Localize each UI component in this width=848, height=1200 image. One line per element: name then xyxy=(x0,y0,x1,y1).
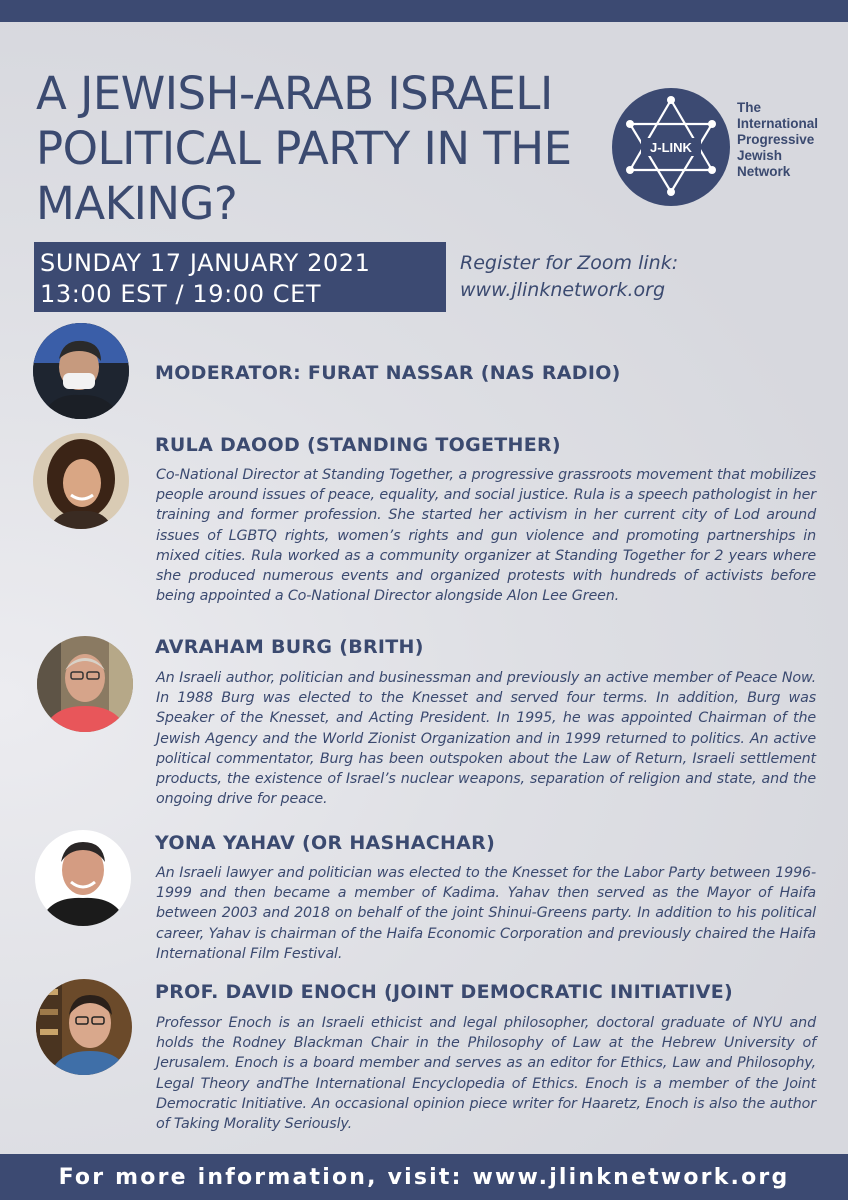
logo-badge-text: J-LINK xyxy=(650,140,692,155)
speaker-name: YONA YAHAV (OR HASHACHAR) xyxy=(155,832,496,854)
star-of-david-icon xyxy=(612,88,730,206)
speaker-photo xyxy=(35,830,131,926)
register-link[interactable]: www.jlinknetwork.org xyxy=(460,279,666,301)
person-icon xyxy=(37,636,133,732)
speaker-bio: An Israeli lawyer and politician was elected to the Knesset for the Labor Party between 1996-1999 and then became a member of Kadima. Yahav then served as the Mayor of Haifa between 2003 and 2018 on behalf of the joint Shinui-Greens party. In addition to his political career, Yahav is chairman of the Haifa Economic Corporation and previously chaired the Haifa International Film Festival. xyxy=(156,865,816,962)
register-info xyxy=(460,250,840,304)
logo-line: The xyxy=(737,100,762,115)
event-time: 13:00 EST / 19:00 CET xyxy=(40,280,322,308)
speaker-photo xyxy=(33,433,129,529)
jlink-logo xyxy=(612,88,730,206)
logo-line: Jewish xyxy=(737,148,783,163)
event-datetime-box xyxy=(34,242,446,312)
person-icon xyxy=(33,323,129,419)
speaker-photo xyxy=(37,636,133,732)
person-icon xyxy=(33,433,129,529)
logo-line: Progressive xyxy=(737,132,815,147)
event-date: SUNDAY 17 JANUARY 2021 xyxy=(40,249,371,277)
logo-wordmark xyxy=(737,100,847,180)
speaker-bio: An Israeli author, politician and businessman and previously an active member of Peace Now. In 1988 Burg was elected to the Knesset and served four terms. In addition, Burg was Speaker of the Knesset, and Acting President. In 1995, he was appointed Chairman of the Jewish Agency and the World Zionist Organization and in 1999 returned to politics. An active political commentator, Burg has been outspoken about the Law of Return, Israeli settlement products, the existence of Israel’s nuclear weapons, separation of religion and state, and the ongoing drive for peace. xyxy=(156,670,816,808)
top-banner-bar xyxy=(0,0,848,22)
logo-line: Network xyxy=(737,164,791,179)
person-icon xyxy=(36,979,132,1075)
speaker-name: RULA DAOOD (STANDING TOGETHER) xyxy=(155,434,561,456)
footer-banner xyxy=(0,1154,848,1200)
moderator-name: MODERATOR: FURAT NASSAR (NAS RADIO) xyxy=(155,362,621,384)
speaker-bio: Co-National Director at Standing Together, a progressive grassroots movement that mobilizes people around issues of peace, equality, and social justice. Rula is a speech pathologist in her training and former profession. She started her activism in her current city of Lod around issues of LGBTQ rights, women’s rights and gun violence and promoting partnerships in mixed cities. Rula worked as a community organizer at Standing Together for 2 years where she produced numerous events and organized protests with hundreds of activists before being appointed a Co-National Director alongside Alon Lee Green. xyxy=(156,467,816,605)
speaker-bio: Professor Enoch is an Israeli ethicist and legal philosopher, doctoral graduate of NYU and holds the Rodney Blackman Chair in the Philosophy of Law at the Hebrew University of Jerusalem. Enoch is a board member and serves as an editor for Ethics, Law and Philosophy, Legal Theory andThe International Encyclopedia of Ethics. Enoch is a member of the Joint Democratic Initiative. An occasional opinion piece writer for Haaretz, Enoch is also the author of Taking Morality Seriously. xyxy=(156,1015,816,1133)
speaker-photo xyxy=(36,979,132,1075)
speaker-name: PROF. DAVID ENOCH (JOINT DEMOCRATIC INITIATIVE) xyxy=(155,981,734,1003)
footer-info-link[interactable]: For more information, visit: www.jlinknetwork.org xyxy=(58,1164,790,1190)
person-icon xyxy=(35,830,131,926)
moderator-photo xyxy=(33,323,129,419)
page-title: A JEWISH-ARAB ISRAELI POLITICAL PARTY IN THE MAKING? xyxy=(36,67,572,230)
register-label: Register for Zoom link: xyxy=(460,252,679,274)
logo-line: International xyxy=(737,116,819,131)
speaker-name: AVRAHAM BURG (BRITH) xyxy=(155,636,424,658)
